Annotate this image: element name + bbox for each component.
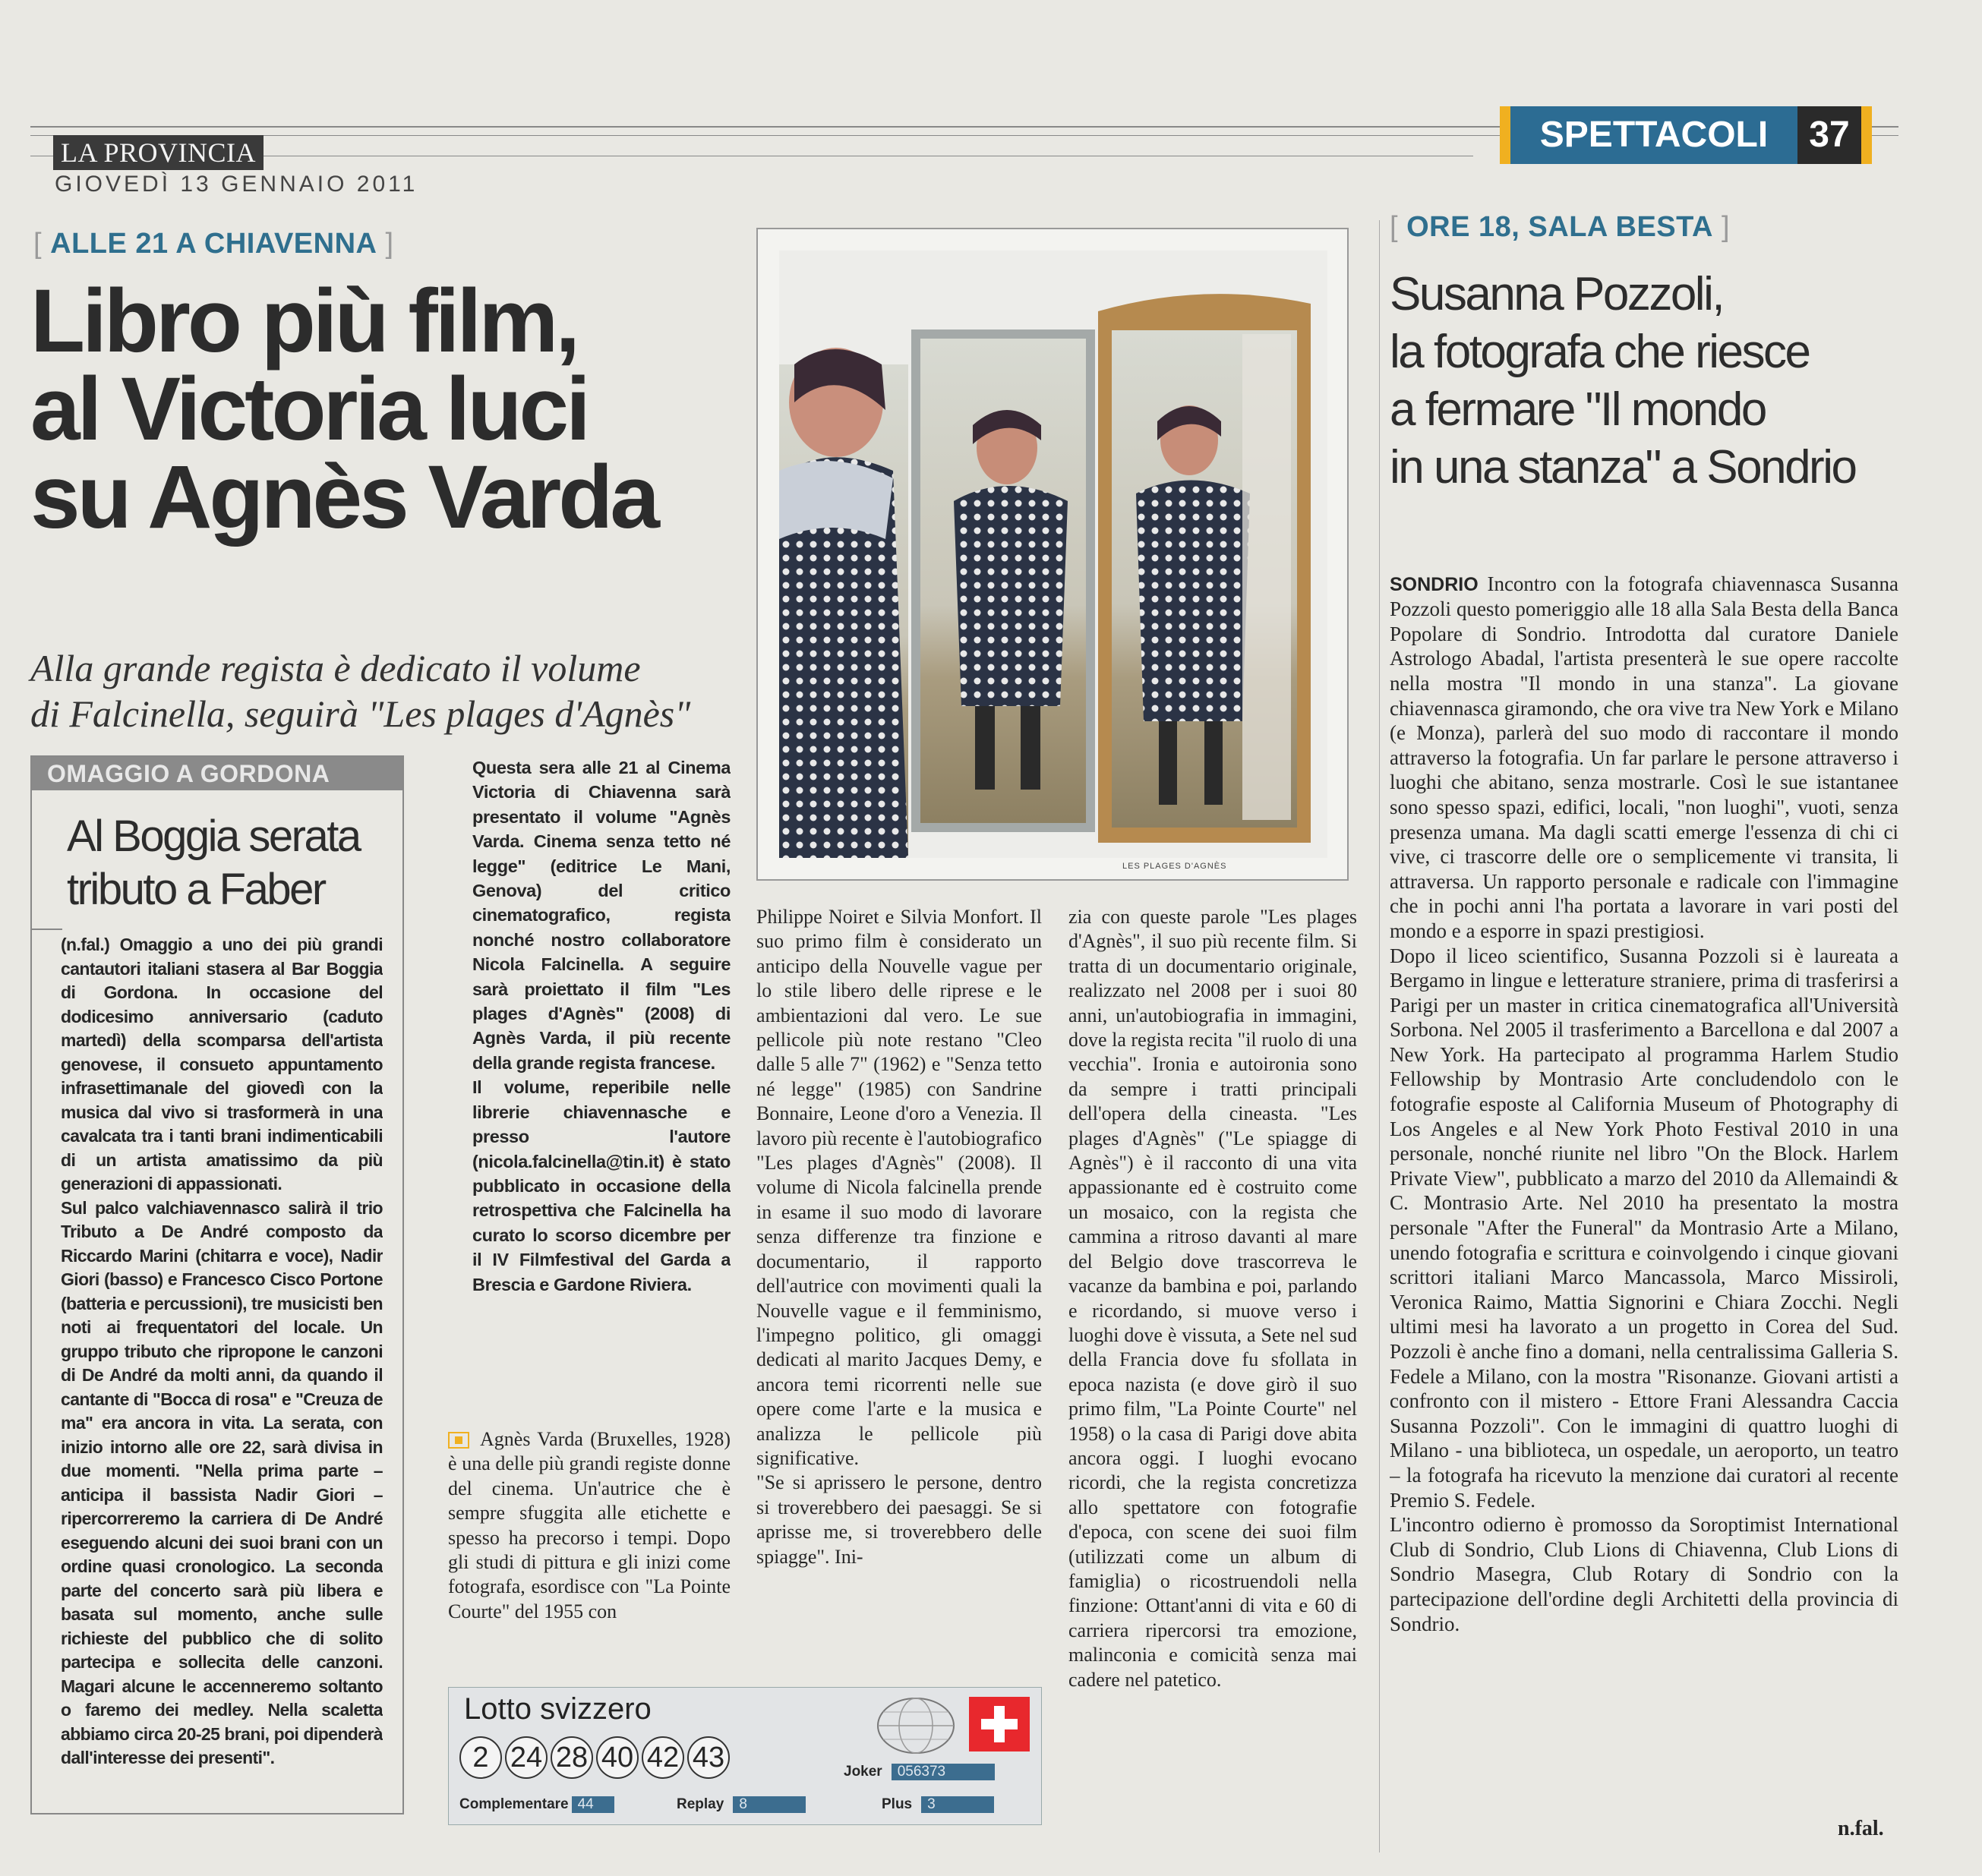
side-body: (n.fal.) Omaggio a uno dei più grandi cantautori italiani stasera al Bar Boggia di Gordona. In occasione del dodicesimo anniversario (caduto martedì) della scomparsa dell'artista genovese, il consueto appuntamento infrasettimanale del giovedì con la musica dal vivo si trasformerà in una cavalcata tra i tanti brani indimenticabili di un artista amatissimo da più generazioni di appassionati. Sul palco valchiavennasco salirà il trio Tributo a De André composto da Riccardo Marini (chitarra e voce), Nadir Giori (basso) e Francesco Cisco Portone (batteria e percussioni), tre musicisti ben noti ai frequentatori del locale. Un gruppo tributo che ripropone le canzoni di De André da molti anni, da quando il cantante di "Bocca di rosa" e "Creuza de ma" era ancora in vita. La serata, con inizio intorno alle ore 22, sarà divisa in due momenti. "Nella prima parte – anticipa il bassista Nadir Giori – ripercorreremo la carriera di De André eseguendo alcuni dei suoi brani con un ordine quasi cronologico. La seconda parte del concerto sarà più libera e basata sul momento, anche sulle richieste del pubblico che di solito partecipa e sollecita delle canzoni. Magari alcune le accenneremo soltanto o faremo dei medley. Nella scaletta abbiamo circa 20-25 brani, poi dipenderà dall'interesse dei presenti". (61, 935, 383, 1767)
lotto-replay-value: 8 (733, 1796, 806, 1813)
right-headline-line: Susanna Pozzoli, (1390, 268, 1724, 320)
right-kicker: [ ORE 18, SALA BESTA ] (1390, 211, 1731, 243)
side-headline (67, 810, 401, 916)
side-divider (32, 929, 62, 930)
section-name: SPETTACOLI (1510, 106, 1797, 164)
right-headline-line: in una stanza" a Sondrio (1390, 441, 1856, 493)
lotto-number: 43 (687, 1736, 730, 1779)
main-column-1-bio: Agnès Varda (Bruxelles, 1928) è una delle più grandi registe donne del cinema. Un'autrice che è sempre sfuggita alle etichette e spesso ha precorso i tempi. Dopo gli studi di pittura e gli inizi come fotografa, esordisce con "La Pointe Courte" del 1955 con (448, 1428, 731, 1622)
main-column-1: Questa sera alle 21 al Cinema Victoria di Chiavenna sarà presentato il volume "Agnès Varda. Cinema senza tetto né legge" (editrice Le Mani, Genova) del critico cinematografico, regista nonché nostro collaboratore Nicola Falcinella. A seguire sarà proiettato il film "Les plages d'Agnès" (2008) di Agnès Varda, il più recente della grande regista francese. Il volume, reperibile nelle librerie chiavennasche e presso l'autore (nicola.falcinella@tin.it) è stato pubblicato in occasione della retrospettiva che Falcinella ha curato lo scorso dicembre per il IV Filmfestival del Garda a Brescia e Gardone Riviera. (472, 758, 731, 1294)
lotto-replay-label: Replay (677, 1796, 724, 1812)
lotto-complementare (459, 1796, 614, 1813)
lotto-globe-icon (874, 1695, 958, 1756)
lotto-plus-value: 3 (921, 1796, 994, 1813)
section-bracket-right (1861, 106, 1872, 164)
lotto-replay (677, 1796, 806, 1813)
lotto-number: 2 (459, 1736, 502, 1779)
main-column-2: Philippe Noiret e Silvia Monfort. Il suo primo film è considerato un anticipo della Nouvelle vague per lo stile libero delle riprese e le ambientazioni dal vero. Le sue pellicole più note restano "Cleo dalle 5 alle 7" (1962) e "Senza tetto né legge" (1985) con Sandrine Bonnaire, Leone d'oro a Venezia. Il lavoro più recente è l'autobiografico "Les plages d'Agnès" (2008). Il volume di Nicola falcinella prende in esame il suo modo di lavorare senza differenze tra finzione e documentario, il rapporto dell'autrice con movimenti quali la Nouvelle vague e il femminismo, l'impegno politico, gli omaggi dedicati al marito Jacques Demy, e ancora temi ricorrenti nelle sue opere come l'arte e la musica e analizza le pellicole più significative. "Se si aprissero le persone, dentro si troverebbero dei paesaggi. Se si aprisse me, si troverebbero delle spiagge". Ini- (756, 906, 1042, 1568)
lotto-complementare-value: 44 (572, 1796, 614, 1813)
side-box (30, 755, 404, 1815)
right-dateline: SONDRIO (1390, 573, 1479, 595)
main-headline (30, 271, 752, 547)
scarf (779, 461, 893, 539)
lotto-number: 24 (505, 1736, 548, 1779)
section-tab (1500, 106, 1872, 164)
swiss-flag-icon (969, 1697, 1030, 1751)
main-headline-line: al Victoria luci (30, 359, 588, 459)
lotto-number: 42 (642, 1736, 684, 1779)
lotto-number: 28 (551, 1736, 593, 1779)
masthead-date: GIOVEDÌ 13 GENNAIO 2011 (55, 172, 418, 197)
lotto-title: Lotto svizzero (464, 1692, 652, 1726)
right-signature: n.fal. (1838, 1817, 1884, 1840)
main-column-3: zia con queste parole "Les plages d'Agnès", il suo più recente film. Si tratta di un documentario originale, realizzato nel 2008 per i suoi 80 anni, un'autobiografia in immagini, dove la regista recita "il ruolo di una vecchia". Ironia e autoironia sono da sempre i tratti principali dell'opera della cineasta. "Les plages d'Agnès" ("Le spiagge di Agnès") è il racconto di una vita appassionante ed è costruito come un mosaico, con la regista che cammina a ritroso davanti al mare del Belgio dove trascorreva le vacanze da bambina e poi, parlando e ricordando, si muove verso i luoghi dove è vissuta, a Sete nel sud della Francia dove fu sfollata in epoca nazista (e dove girò il suo primo film, "La Pointe Courte" nel 1958) o la casa di Parigi dove abita ancora oggi. I luoghi evocano ricordi, che la regista concretizza allo spettatore con fotografie d'epoca, con scene dei suoi film (utilizzati come un album di famiglia) o ricostruendoli nella finzione: Ottant'anni di vita e 60 di carriera ripercorsi tra emozione, malinconia e comicità senza mai cadere nel patetico. (1068, 906, 1357, 1691)
main-headline-line: su Agnès Varda (30, 447, 657, 547)
side-headline-line: tributo a Faber (67, 865, 325, 914)
lotto-joker-label: Joker (844, 1764, 882, 1780)
main-headline-line: Libro più film, (30, 271, 578, 371)
right-body (1390, 547, 1898, 1811)
lotto-box (448, 1687, 1042, 1825)
lotto-plus-label: Plus (882, 1796, 913, 1812)
main-subheadline (30, 645, 752, 736)
side-kicker: OMAGGIO A GORDONA (32, 757, 402, 790)
masthead-paper-name: LA PROVINCIA (53, 135, 264, 170)
page-number: 37 (1797, 106, 1861, 164)
lotto-numbers (459, 1736, 733, 1779)
main-kicker: [ ALLE 21 A CHIAVENNA ] (33, 228, 394, 260)
right-body-text: Incontro con la fotografa chiavennasca Susanna Pozzoli questo pomeriggio alle 18 alla Sala Besta della Banca Popolare di Sondrio. Introdotta dal curatore Daniele Astrologo Abadal, l'artista presenterà le sue opere raccolte nella mostra "Il mondo in una stanza". La giovane chiavennasca giramondo, che ora vive tra New York e Milano (e Monza), parlerà del suo modo di raccontare il mondo attraverso la fotografia. Un far parlare le persone attraverso i luoghi che abitano, senza mostrarle. Così le sue istantanee sono spesso spazi, edifici, locali, "non luoghi", vuoti, senza presenza umana. Ma dagli scatti emerge l'essenza di chi ci vive, ci trascorre delle ore o semplicemente vi transita, li attraversa. Un rapporto personale e radicale con l'immagine che in pochi anni l'ha portata a lavorare in vari posti del mondo e a esporre in spazi prestigiosi. Dopo il liceo scientifico, Susanna Pozzoli si è laureata a Bergamo in lingue e letterature straniere, prima di trasferirsi a Parigi per un master in critica cinematografica all'Università Sorbona. Nel 2005 il trasferimento a Barcellona e dal 2007 a New York. Ha partecipato al programma Harlem Studio Fellowship by Montrasio Arte concludendolo con le fotografie esposte al California Museum of Photography di Los Angeles e al New York Photo Festival 2010 in una personale, nonché riunite nel libro "On the Block. Harlem Private View", pubblicato a marzo del 2010 da Allemaindi & C. Montrasio Arte. Nel 2010 ha presentato la mostra personale "After the Funeral" da Montrasio Arte a Milano, unendo fotografia e scrittura e coinvolgendo i cinque giovani scrittori italiani Marco Mancassola, Marco Missiroli, Veronica Raimo, Mattia Signorini e Chiara Zocchi. Negli ultimi mesi ha lavorato a un progetto in Corea del Sud. Pozzoli è anche fino a domani, nella centralissima Galleria S. Fedele a Milano, con la mostra "Risonanze. Giovani artisti a confronto con il mistero - Ettore Frani Alessandra Caccia Susanna Pozzoli". Con le immagini di quattro luoghi di Milano - una biblioteca, un ospedale, un aeroporto, un teatro – la fotografa ha ricevuto la menzione dai curatori al recente Premio S. Fedele. L'incontro odierno è promosso da Soroptimist International Club di Sondrio, Club Lions di Chiavenna, Club Lions di Sondrio Masegra, Club Rotary di Sondrio con la partecipazione dell'ordine degli Architetti della provincia di Sondrio. (1390, 572, 1898, 1635)
reflection-dress (954, 486, 1068, 706)
lotto-joker-value: 056373 (892, 1764, 995, 1780)
photo-credit: LES PLAGES D'AGNÈS (1122, 862, 1227, 871)
photo-frame (756, 228, 1349, 881)
lotto-complementare-label: Complementare (459, 1796, 569, 1812)
side-headline-line: Al Boggia serata (67, 812, 360, 861)
right-headline-line: la fotografa che riesce (1390, 326, 1810, 378)
lotto-number: 40 (596, 1736, 639, 1779)
varda-mirrors-photo (779, 251, 1327, 858)
lotto-plus (882, 1796, 994, 1813)
lotto-joker (844, 1764, 995, 1780)
column-separator (1379, 220, 1380, 1852)
section-bracket-left (1500, 106, 1510, 164)
right-headline-line: a fermare "Il mondo (1390, 383, 1766, 436)
right-headline (1390, 266, 1952, 497)
main-subheadline-line: Alla grande regista è dedicato il volume (30, 647, 641, 689)
main-subheadline-line: di Falcinella, seguirà "Les plages d'Agnès" (30, 692, 691, 735)
